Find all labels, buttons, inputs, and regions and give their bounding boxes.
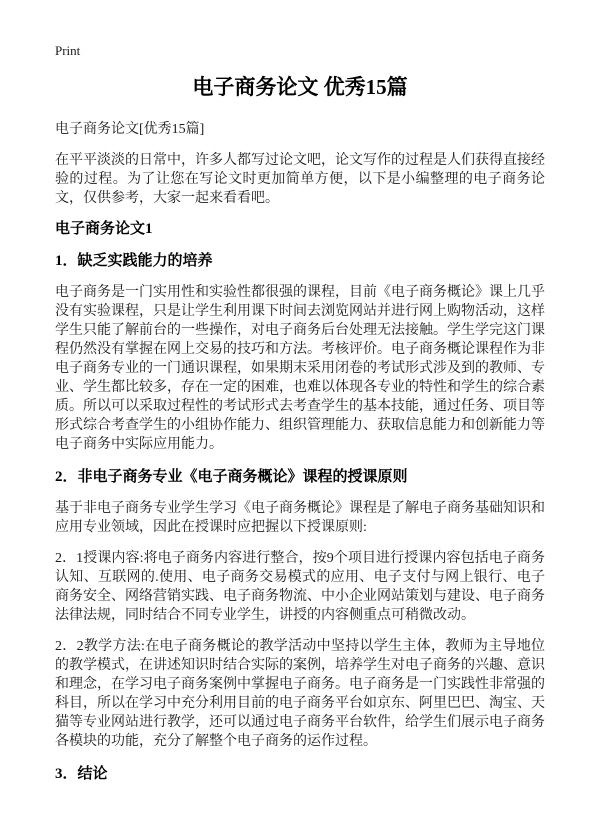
section-2-paragraph-2: 2．1授课内容:将电子商务内容进行整合，按9个项目进行授课内容包括电子商务认知、互联网的.使用、电子商务交易模式的应用、电子支付与网上银行、电子商务安全、网络营销实践、电子商务物流、中小企业网站策划与建设、电子商务法律法规，同时结合不同专业学生，讲授的内容侧重点可稍微改动。 bbox=[55, 551, 545, 623]
section-1-paragraph-1: 电子商务是一门实用性和实验性都很强的课程，目前《电子商务概论》课上几乎没有实验课程，只是让学生利用课下时间去浏览网站并进行网上购物活动，这样学生只能了解前台的一些操作，对电子商务后台处理无法接触。学生学完这门课程仍然没有掌握在网上交易的技巧和方法。考核评价。电子商务概论课程作为非电子商务专业的一门通识课程，如果期末采用闭卷的考试形式涉及到的教师、专业、学生都比较多，存在一定的困难，也难以体现各专业的特性和学生的综合素质。所以可以采取过程性的考试形式去考查学生的基本技能，通过任务、项目等形式综合考查学生的小组协作能力、组织管理能力、获取信息能力和创新能力等电子商务中实际应用能力。 bbox=[55, 285, 545, 452]
print-button[interactable]: Print bbox=[55, 43, 81, 58]
section-2-paragraph-3: 2．2教学方法:在电子商务概论的教学活动中坚持以学生主体，教师为主导地位的教学模式，在讲述知识时结合实际的案例，培养学生对电子商务的兴趣、意识和理念，在学习电子商务案例中掌握电子商务。电子商务是一门实践性非常强的科目，所以在学习中充分利用目前的电子商务平台如京东、阿里巴巴、淘宝、天猫等专业网站进行教学，还可以通过电子商务平台软件，给学生们展示电子商务各模块的功能，充分了解整个电子商务的运作过程。 bbox=[55, 639, 545, 749]
section-heading-2: 2．非电子商务专业《电子商务概论》课程的授课原则 bbox=[55, 469, 408, 485]
intro-paragraph: 在平平淡淡的日常中，许多人都写过论文吧，论文写作的过程是人们获得直接经验的过程。为了让您在写论文时更加简单方便，以下是小编整理的电子商务论文，仅供参考，大家一起来看看吧。 bbox=[55, 153, 545, 206]
section-heading-1: 1．缺乏实践能力的培养 bbox=[55, 253, 213, 269]
page-title: 电子商务论文 优秀15篇 bbox=[192, 75, 408, 99]
section-2-paragraph-1: 基于非电子商务专业学生学习《电子商务概论》课程是了解电子商务基础知识和应用专业领域，因此在授课时应把握以下授课原则: bbox=[55, 501, 545, 535]
article-label: 电子商务论文1 bbox=[55, 221, 153, 237]
section-heading-3: 3．结论 bbox=[55, 766, 108, 782]
document-subtitle: 电子商务论文[优秀15篇] bbox=[55, 122, 205, 137]
